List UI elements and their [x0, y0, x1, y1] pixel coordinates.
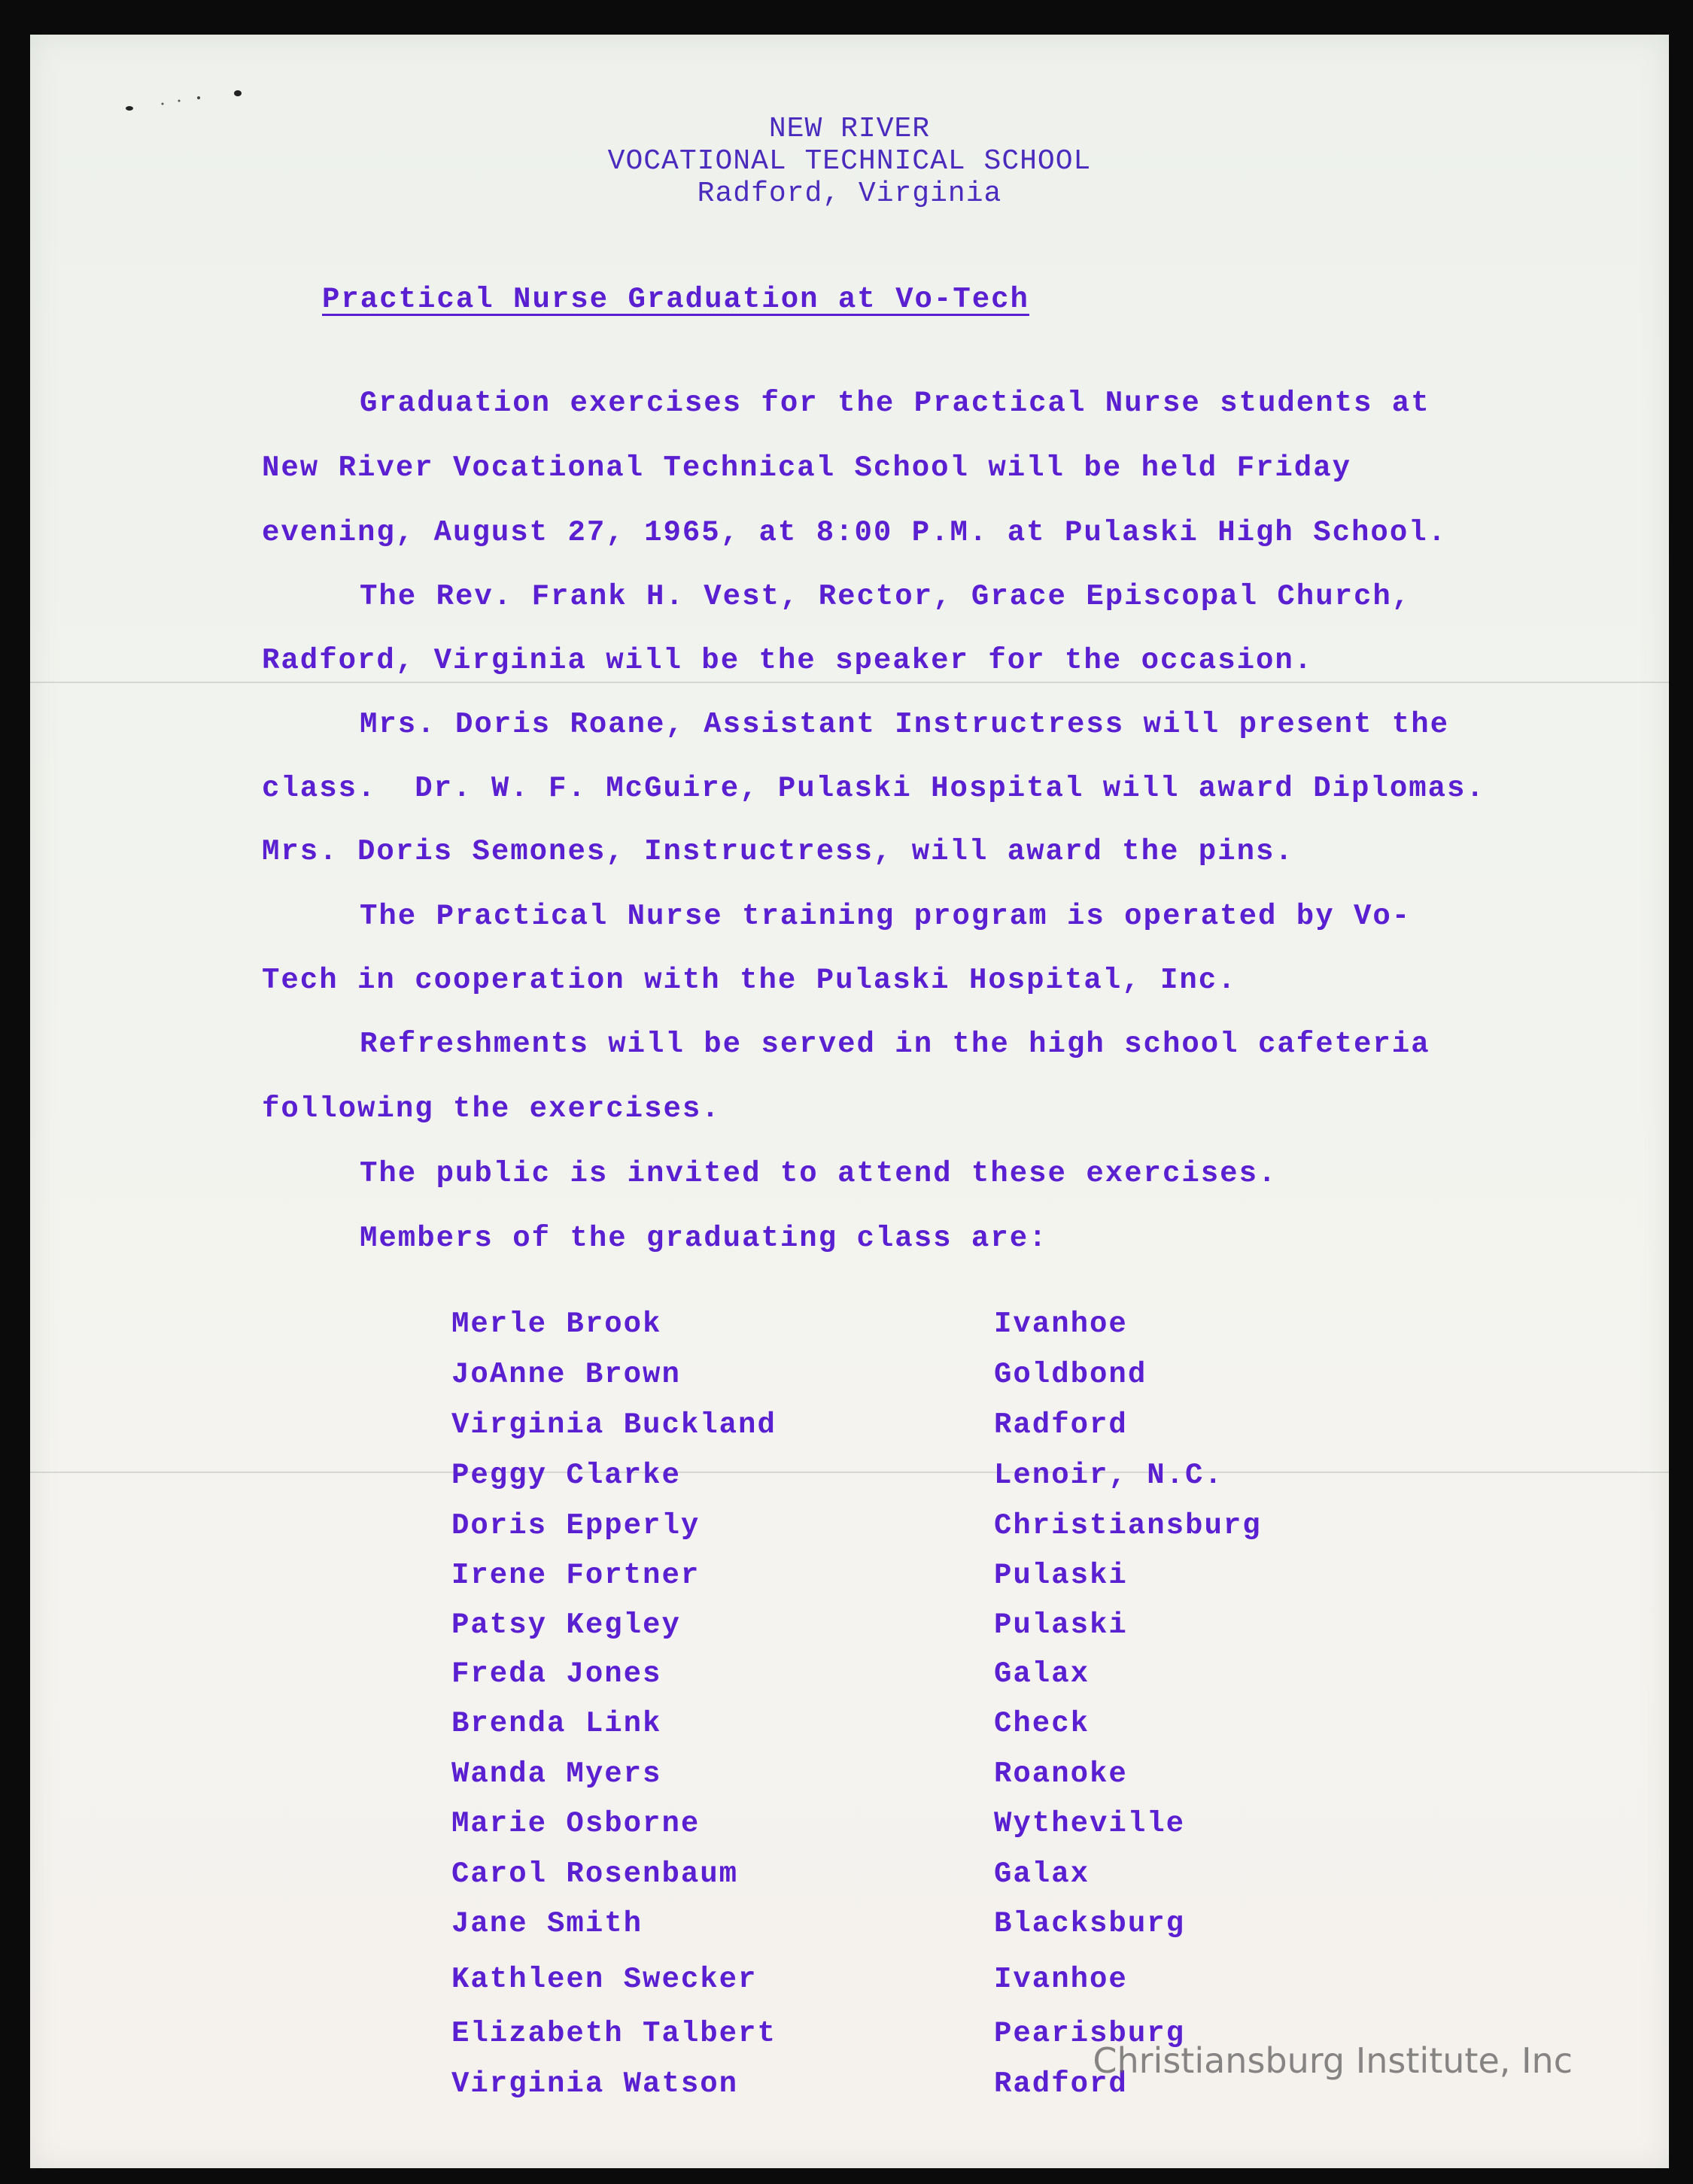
body-line: evening, August 27, 1965, at 8:00 P.M. at Pulaski High School.	[262, 516, 1448, 549]
body-line: The Rev. Frank H. Vest, Rector, Grace Episcopal Church,	[360, 580, 1412, 613]
graduate-town: Lenoir, N.C.	[994, 1459, 1223, 1492]
ink-speck	[197, 96, 200, 99]
graduate-town: Galax	[994, 1857, 1090, 1891]
ink-speck	[178, 100, 181, 102]
ink-speck	[162, 103, 164, 105]
graduate-town: Blacksburg	[994, 1907, 1186, 1940]
graduate-town: Radford	[994, 2067, 1128, 2100]
graduate-name: Jane Smith	[451, 1907, 643, 1940]
ink-speck	[234, 90, 242, 96]
graduate-town: Pearisburg	[994, 2017, 1186, 2050]
graduate-name: Doris Epperly	[451, 1509, 701, 1542]
graduate-town: Ivanhoe	[994, 1963, 1128, 1996]
document-title: Practical Nurse Graduation at Vo-Tech	[322, 283, 1029, 316]
letterhead-line-3: Radford, Virginia	[697, 178, 1002, 210]
body-line: Graduation exercises for the Practical Nurse students at	[360, 387, 1430, 420]
graduate-town: Pulaski	[994, 1608, 1128, 1642]
graduate-name: Marie Osborne	[451, 1807, 701, 1840]
paper-fold-line	[30, 682, 1669, 683]
graduate-name: Carol Rosenbaum	[451, 1857, 739, 1891]
graduate-town: Wytheville	[994, 1807, 1186, 1840]
letterhead-line-1: NEW RIVER	[768, 113, 931, 145]
graduate-name: JoAnne Brown	[451, 1358, 681, 1391]
letterhead-line-2: VOCATIONAL TECHNICAL SCHOOL	[607, 145, 1092, 178]
body-line: Members of the graduating class are:	[360, 1222, 1048, 1255]
graduate-town: Roanoke	[994, 1757, 1128, 1791]
ink-speck	[126, 106, 133, 111]
graduate-town: Christiansburg	[994, 1509, 1262, 1542]
graduate-town: Ivanhoe	[994, 1308, 1128, 1341]
body-line: Mrs. Doris Roane, Assistant Instructress will present the	[360, 708, 1450, 741]
body-line: Tech in cooperation with the Pulaski Hospital, Inc.	[262, 964, 1237, 997]
body-line: following the exercises.	[262, 1092, 721, 1125]
paper-fold-line	[30, 1472, 1669, 1473]
body-line: Mrs. Doris Semones, Instructress, will award the pins.	[262, 835, 1294, 868]
graduate-name: Kathleen Swecker	[451, 1963, 758, 1996]
graduate-town: Radford	[994, 1408, 1128, 1441]
body-line: class. Dr. W. F. McGuire, Pulaski Hospital will award Diplomas.	[262, 772, 1485, 805]
body-line: Refreshments will be served in the high school cafeteria	[360, 1028, 1430, 1061]
graduate-name: Irene Fortner	[451, 1559, 701, 1592]
graduate-name: Brenda Link	[451, 1707, 662, 1740]
graduate-name: Freda Jones	[451, 1657, 662, 1690]
body-line: The public is invited to attend these exercises.	[360, 1157, 1278, 1190]
graduate-name: Virginia Watson	[451, 2067, 739, 2100]
graduate-name: Patsy Kegley	[451, 1608, 681, 1642]
graduate-town: Galax	[994, 1657, 1090, 1690]
graduate-name: Elizabeth Talbert	[451, 2017, 777, 2050]
document-page	[30, 35, 1669, 2168]
graduate-name: Merle Brook	[451, 1308, 662, 1341]
graduate-name: Peggy Clarke	[451, 1459, 681, 1492]
graduate-name: Wanda Myers	[451, 1757, 662, 1791]
graduate-town: Goldbond	[994, 1358, 1147, 1391]
graduate-town: Check	[994, 1707, 1090, 1740]
graduate-town: Pulaski	[994, 1559, 1128, 1592]
body-line: The Practical Nurse training program is operated by Vo-	[360, 900, 1412, 933]
graduate-name: Virginia Buckland	[451, 1408, 777, 1441]
body-line: Radford, Virginia will be the speaker for the occasion.	[262, 644, 1314, 677]
body-line: New River Vocational Technical School will be held Friday	[262, 451, 1352, 484]
archive-watermark: Christiansburg Institute, Inc	[1093, 2040, 1573, 2081]
